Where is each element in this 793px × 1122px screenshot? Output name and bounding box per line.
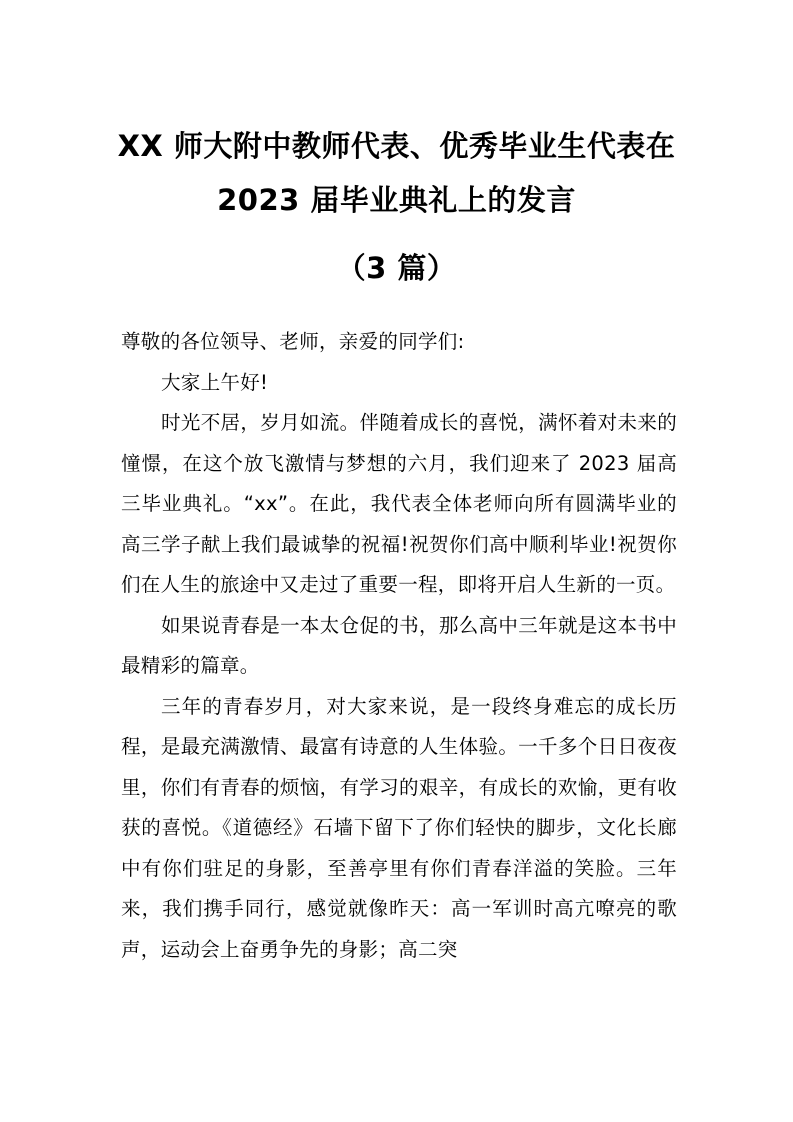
paragraph-opening: 时光不居，岁月如流。伴随着成长的喜悦，满怀着对未来的憧憬，在这个放飞激情与梦想的六月，我们迎来了 2023 届高三毕业典礼。“xx”。在此，我代表全体老师向所有圆满毕业的高三学子献上我们最诚挚的祝福!祝贺你们高中顺利毕业!祝贺你们在人生的旅途中又走过了重要一程，即将开启人生新的一页。 <box>121 411 677 596</box>
paragraph-greeting: 大家上午好! <box>161 370 269 394</box>
paragraph-three-years: 三年的青春岁月，对大家来说，是一段终身难忘的成长历程，是最充满激情、最富有诗意的人生体验。一千多个日日夜夜里，你们有青春的烦恼，有学习的艰辛，有成长的欢愉，更有收获的喜悦。《道德经》石墙下留下了你们轻快的脚步，文化长廊中有你们驻足的身影，至善亭里有你们青春洋溢的笑脸。三年来，我们携手同行，感觉就像昨天：高一军训时高亢嘹亮的歌声，运动会上奋勇争先的身影；高二突 <box>121 694 677 961</box>
salutation: 尊敬的各位领导、老师，亲爱的同学们: <box>121 330 465 353</box>
document-subtitle: （3 篇） <box>336 251 457 285</box>
document-title-line2: 2023 届毕业典礼上的发言 <box>217 183 576 217</box>
paragraph-youth-book: 如果说青春是一本太仓促的书，那么高中三年就是这本书中最精彩的篇章。 <box>121 613 677 677</box>
document-title-line1: XX 师大附中教师代表、优秀毕业生代表在 <box>117 129 676 163</box>
document-body <box>121 322 677 970</box>
